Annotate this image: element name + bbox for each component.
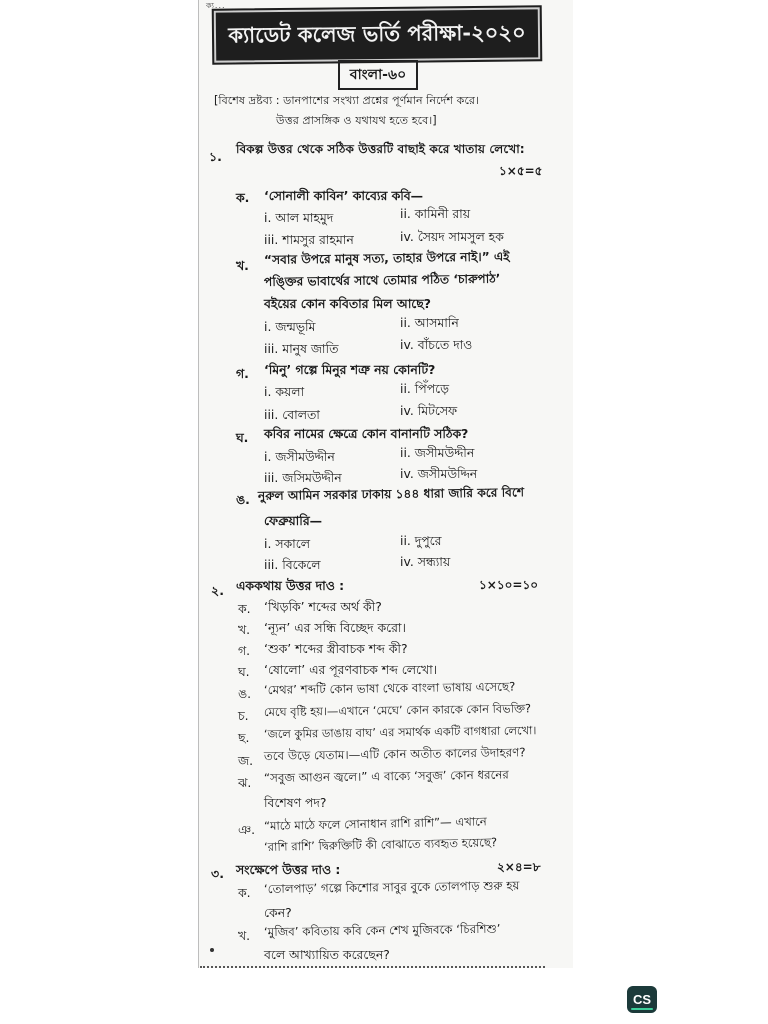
q3-b-text-line-1: ‘মুজিব’ কবিতায় কবি কেন শেখ মুজিবকে ‘চিরশিশু’ [263, 921, 501, 939]
cut-off-header-text: ক্য... [206, 1, 226, 10]
exam-title: ক্যাডেট কলেজ ভর্তি পরীক্ষা-২০২০ [228, 19, 526, 48]
q2-b-text: ‘ন্যূন’ এর সন্ধি বিচ্ছেদ করো। [264, 620, 406, 635]
q1-b-option-iv: iv. বাঁচতে দাও [400, 337, 473, 352]
q2-f-label: চ. [238, 708, 249, 723]
bullet-mark [210, 948, 214, 952]
q1-e-option-i: i. সকালে [264, 536, 310, 551]
q1-e-option-iv: iv. সন্ধ্যায় [400, 554, 451, 569]
q3-a-text-line-2: কেন? [264, 905, 292, 920]
special-note-line-2: উত্তর প্রাসঙ্গিক ও যথাযথ হতে হবে।] [276, 114, 437, 127]
q3-a-label: ক. [238, 885, 251, 900]
q1-d-label: ঘ. [236, 430, 249, 445]
q2-a-label: ক. [238, 601, 251, 616]
q1-c-option-ii: ii. পিঁপড়ে [400, 381, 449, 396]
q2-j-text-line-2: ‘রাশি রাশি’ দ্বিরুক্তিটি কী বোঝাতে ব্যবহৃত হয়েছে? [263, 835, 498, 854]
q1-c-option-iv: iv. মিটসেফ [400, 403, 458, 418]
camscanner-logo-icon [627, 986, 657, 1013]
q2-d-text: ‘ষোলো’ এর পূরণবাচক শব্দ লেখো। [264, 662, 438, 677]
q3-b-text-line-2: বলে আখ্যায়িত করেছেন? [264, 947, 390, 962]
q1-c-label: গ. [236, 366, 249, 381]
q2-c-label: গ. [238, 643, 251, 658]
q1-a-text: ‘সোনালী কাবিন’ কাব্যের কবি— [264, 188, 424, 203]
q2-b-label: খ. [238, 622, 251, 637]
q1-d-option-i: i. জসীমউদ্দীন [264, 449, 335, 464]
q1-a-option-i: i. আল মাহমুদ [264, 210, 334, 225]
q2-i-text-line-1: “সবুজ আগুন জ্বলে।” এ বাক্যে ‘সবুজ’ কোন ধরনের [263, 767, 509, 785]
q1-a-label: ক. [236, 190, 250, 205]
section-2-number: ২. [211, 583, 224, 598]
q1-b-text-line-2: পঙ্ক্তির ভাবার্থের সাথে তোমার পঠিত ‘চারুপাঠ’ [263, 271, 501, 289]
q2-i-text-line-2: বিশেষণ পদ? [264, 795, 327, 810]
page-bottom-edge [200, 966, 545, 968]
q1-b-option-i: i. জন্মভূমি [264, 319, 316, 334]
q1-d-option-iv: iv. জসীমউদ্দিন [400, 466, 478, 481]
section-2-title: এককথায় উত্তর দাও : [236, 578, 345, 593]
q2-h-label: জ. [238, 753, 254, 768]
special-note-line-1: [বিশেষ দ্রষ্টব্য : ডানপাশের সংখ্যা প্রশ্নের পূর্ণমান নির্দেশ করে। [214, 94, 480, 107]
q2-d-label: ঘ. [238, 664, 250, 679]
q1-d-option-iii: iii. জসিমউদ্দীন [264, 470, 342, 485]
q3-b-label: খ. [238, 928, 251, 943]
q2-f-text: মেঘে বৃষ্টি হয়।—এখানে ‘মেঘে’ কোন কারকে কোন বিভক্তি? [263, 701, 532, 719]
q1-b-option-ii: ii. আসমানি [400, 315, 459, 330]
q1-e-option-ii: ii. দুপুরে [400, 533, 442, 548]
section-3-number: ৩. [211, 866, 224, 881]
q1-c-text: ‘মিনু’ গল্পে মিনুর শত্রু নয় কোনটি? [264, 362, 436, 377]
q3-a-text-line-1: ‘তোলপাড়’ গল্পে কিশোর সাবুর বুকে তোলপাড় শুরু হয় [263, 878, 520, 896]
q1-b-label: খ. [236, 258, 249, 273]
section-3-title: সংক্ষেপে উত্তর দাও : [236, 862, 341, 877]
exam-title-banner [214, 7, 541, 62]
q1-e-label: ঙ. [236, 492, 250, 507]
q1-b-option-iii: iii. মানুষ জাতি [264, 341, 339, 356]
q2-h-text: তবে উড়ে যেতাম।—এটি কোন অতীত কালের উদাহরণ? [263, 745, 526, 763]
q1-c-option-iii: iii. বোলতা [264, 407, 320, 422]
q1-b-text-line-1: “সবার উপরে মানুষ সত্য, তাহার উপরে নাই।” এই [263, 249, 510, 267]
subject-label: বাংলা-৬০ [349, 67, 407, 83]
section-3-marks: ২×৪=৮ [497, 860, 541, 874]
q2-j-label: ঞ. [238, 822, 256, 837]
subject-box [338, 60, 418, 90]
q2-g-text: ‘জলে কুমির ডাঙায় বাঘ’ এর সমার্থক একটি বাগধারা লেখো। [263, 723, 537, 741]
q2-e-label: ঙ. [238, 686, 252, 701]
q1-d-text: কবির নামের ক্ষেত্রে কোন বানানটি সঠিক? [264, 426, 469, 441]
q2-j-text-line-1: “মাঠে মাঠে ফলে সোনাধান রাশি রাশি”— এখানে [263, 814, 487, 833]
q1-d-option-ii: ii. জসীমউদ্দীন [400, 445, 475, 460]
q2-g-label: ছ. [238, 730, 250, 745]
q1-c-option-i: i. কয়লা [264, 384, 305, 399]
q1-e-text-line-2: ফেব্রুয়ারি— [264, 513, 323, 528]
q1-a-option-iv: iv. সৈয়দ সামসুল হক [400, 229, 504, 244]
q2-e-text: ‘মেথর’ শব্দটি কোন ভাষা থেকে বাংলা ভাষায় এসেছে? [263, 679, 516, 697]
section-2-marks: ১×১০=১০ [479, 578, 539, 592]
logo-text: CS [632, 992, 652, 1007]
q1-e-option-iii: iii. বিকেলে [264, 557, 321, 572]
q2-c-text: ‘শুক’ শব্দের স্ত্রীবাচক শব্দ কী? [264, 641, 408, 656]
q1-a-option-ii: ii. কামিনী রায় [400, 206, 471, 221]
q2-i-label: ঝ. [238, 775, 252, 790]
q1-b-text-line-3: বইয়ের কোন কবিতার মিল আছে? [264, 296, 431, 311]
q1-e-text-line-1: নুরুল আমিন সরকার ঢাকায় ১৪৪ ধারা জারি করে বিশে [257, 485, 525, 503]
q2-a-text: ‘খিড়কি’ শব্দের অর্থ কী? [264, 599, 382, 614]
q1-a-option-iii: iii. শামসুর রাহমান [264, 232, 354, 247]
section-1-number: ১. [209, 149, 222, 164]
section-1-title: বিকল্প উত্তর থেকে সঠিক উত্তরটি বাছাই করে খাতায় লেখো: [236, 142, 525, 156]
section-1-marks: ১×৫=৫ [499, 164, 543, 178]
